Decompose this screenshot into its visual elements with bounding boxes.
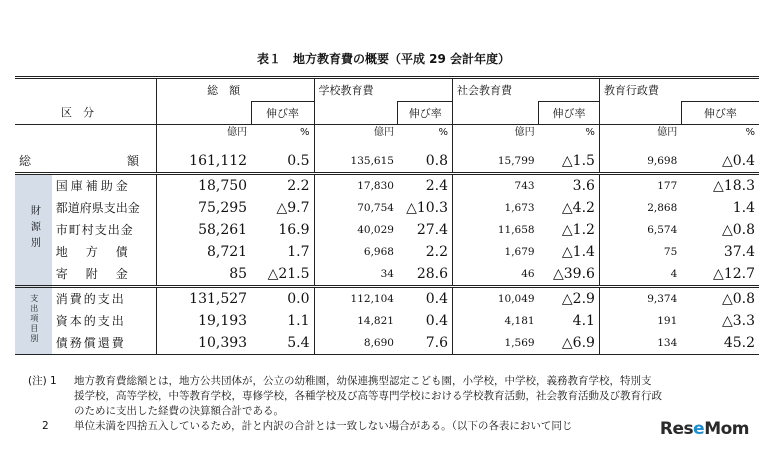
category-label-funding: 財源別 [15, 174, 52, 287]
table-row [15, 219, 759, 241]
col-header-school: 学校教育費 [314, 78, 453, 102]
cell: 2,868 [599, 197, 681, 219]
cell: △2.9 [561, 291, 595, 307]
table-row [15, 263, 759, 287]
header-row-1 [15, 78, 759, 102]
cell: 0.8 [398, 150, 453, 174]
cell: 191 [599, 310, 681, 332]
row-label-total: 総 額 [15, 150, 157, 174]
cell: 37.4 [723, 244, 755, 260]
footnote-text: 援学校，高等学校，中等教育学校，専修学校，各種学校及び高等専門学校における学校教育活動，社会教育活動及び教育行政 [74, 390, 662, 402]
cell: △4.2 [561, 200, 595, 216]
row-label: 寄 附 金 [52, 263, 157, 287]
cell: 75 [599, 241, 681, 263]
growth-header: 伸び率 [398, 102, 453, 125]
cell: 1.7 [287, 244, 310, 260]
unit-pct: % [300, 127, 310, 138]
footnote-number: 2 [42, 420, 49, 432]
table-row [15, 287, 759, 311]
cell: 4.1 [572, 313, 595, 329]
group-header-label: 区 分 [15, 102, 157, 125]
footnote-text: 地方教育費総額とは，地方公共団体が，公立の幼稚園，幼保連携型認定こども園，小学校，中学校，義務教育学校，特別支 [74, 375, 652, 387]
cell: 5.4 [251, 332, 314, 355]
cell: 18,750 [157, 174, 251, 198]
cell: 14,821 [314, 310, 398, 332]
cell: △10.3 [406, 200, 449, 216]
cell: 27.4 [416, 222, 449, 238]
footnote-1 [28, 374, 738, 389]
col-header-social: 社会教育費 [453, 78, 600, 102]
cell: 9,374 [599, 287, 681, 311]
cell: 0.4 [425, 291, 449, 307]
cell: 70,754 [314, 197, 398, 219]
table-row [15, 241, 759, 263]
cell: 0.4 [425, 313, 449, 329]
cell: 4,181 [453, 310, 539, 332]
footnote-text: 単位未満を四捨五入しているため，計と内訳の合計とは一致しない場合がある。（以下の各表において同じ [74, 420, 573, 432]
cell: 34 [314, 263, 398, 287]
cell: 17,830 [314, 174, 398, 198]
cell: 1,679 [453, 241, 539, 263]
cell: 743 [453, 174, 539, 198]
table-row [15, 174, 759, 198]
cell: △18.3 [713, 178, 755, 194]
cell: 2.4 [425, 178, 449, 194]
cell: 16.9 [278, 222, 310, 238]
table-row [15, 332, 759, 355]
cell: △9.7 [276, 200, 310, 216]
cell: 0.0 [287, 291, 310, 307]
cell: 135,615 [314, 150, 398, 174]
footnote-2 [28, 419, 738, 434]
cell: △3.3 [721, 313, 755, 329]
row-label: 資本的支出 [55, 314, 126, 328]
cell: 1.1 [287, 313, 310, 329]
cell: 8,721 [157, 241, 251, 263]
growth-header: 伸び率 [539, 102, 600, 125]
cell: 45.2 [681, 332, 759, 355]
row-label: 都道府県支出金 [55, 201, 140, 215]
row-label: 債務償還費 [52, 332, 157, 355]
table-row-total [15, 150, 759, 174]
units-row [15, 125, 759, 151]
cell: 75,295 [157, 197, 251, 219]
cell: 2.2 [287, 178, 310, 194]
unit-pct: % [585, 127, 595, 138]
cell: 10,049 [453, 287, 539, 311]
cell: △12.7 [681, 263, 759, 287]
cell: △1.4 [561, 244, 595, 260]
cell: △6.9 [539, 332, 600, 355]
table-row [15, 197, 759, 219]
row-label: 消費的支出 [55, 292, 126, 306]
cell: 19,193 [157, 310, 251, 332]
cell: 131,527 [157, 287, 251, 311]
cell: 40,029 [314, 219, 398, 241]
growth-header: 伸び率 [251, 102, 314, 125]
cell: 85 [157, 263, 251, 287]
cell: 112,104 [314, 287, 398, 311]
cell: 1,673 [453, 197, 539, 219]
cell: 2.2 [425, 244, 449, 260]
cell: △0.8 [721, 222, 755, 238]
cell: 4 [599, 263, 681, 287]
cell: 9,698 [599, 150, 681, 174]
cell: 1,569 [453, 332, 539, 355]
education-cost-table [15, 76, 759, 355]
unit-pct: % [438, 127, 449, 138]
row-label: 地 方 債 [55, 245, 131, 259]
table-title: 表１ 地方教育費の概要（平成 29 会計年度） [256, 52, 511, 66]
col-header-admin: 教育行政費 [599, 78, 759, 102]
cell: △1.2 [561, 222, 595, 238]
footnotes [28, 374, 738, 434]
cell: 3.6 [572, 178, 595, 194]
cell: 1.4 [732, 200, 755, 216]
footnote-number: (注) 1 [28, 375, 57, 387]
category-label-expenditure: 支出項目別 [15, 287, 52, 355]
cell: 177 [599, 174, 681, 198]
cell: △1.5 [539, 150, 600, 174]
cell: △39.6 [539, 263, 600, 287]
cell: 134 [599, 332, 681, 355]
unit-pct: % [745, 127, 755, 138]
cell: 6,574 [599, 219, 681, 241]
cell: 10,393 [157, 332, 251, 355]
cell: 8,690 [314, 332, 398, 355]
cell: 161,112 [157, 150, 251, 174]
cell: 7.6 [398, 332, 453, 355]
row-label: 市町村支出金 [55, 223, 134, 237]
unit-amount: 億円 [599, 125, 681, 151]
cell: 46 [453, 263, 539, 287]
row-label: 国庫補助金 [55, 179, 131, 193]
header-row-2 [15, 102, 759, 125]
unit-amount: 億円 [157, 125, 251, 151]
table-row [15, 310, 759, 332]
resemom-logo: ReseMom [654, 417, 755, 441]
cell: △21.5 [251, 263, 314, 287]
cell: 15,799 [453, 150, 539, 174]
unit-amount: 億円 [453, 125, 539, 151]
cell: 0.5 [251, 150, 314, 174]
footnote-text: のために支出した経費の決算額合計である。 [74, 405, 284, 417]
growth-header: 伸び率 [681, 102, 759, 125]
cell: △0.4 [681, 150, 759, 174]
unit-amount: 億円 [314, 125, 398, 151]
cell: 6,968 [314, 241, 398, 263]
cell: 58,261 [157, 219, 251, 241]
cell: 28.6 [398, 263, 453, 287]
cell: 11,658 [453, 219, 539, 241]
cell: △0.8 [721, 291, 755, 307]
col-header-total: 総 額 [157, 78, 314, 102]
